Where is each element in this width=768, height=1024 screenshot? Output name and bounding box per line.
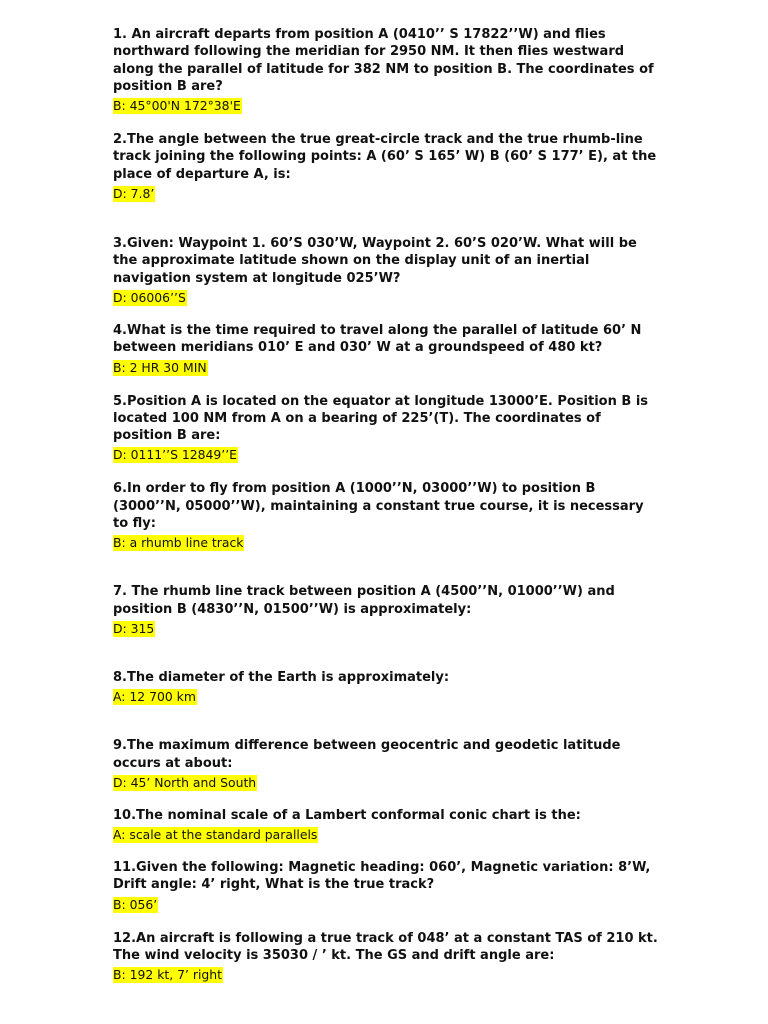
question-block-7: [113, 583, 658, 637]
answer-highlight: D: 45’ North and South: [113, 774, 257, 790]
answer-highlight: B: 2 HR 30 MIN: [113, 359, 207, 375]
question-text: 7. The rhumb line track between position A (4500’’N, 01000’’W) and position B (4830’’N, 01500’’W) is approximately:: [113, 584, 615, 617]
question-block-12: [113, 930, 658, 984]
question-block-8: [113, 669, 658, 705]
question-block-5: [113, 393, 658, 464]
answer-highlight: B: a rhumb line track: [113, 535, 244, 551]
question-text: 2.The angle between the true great-circle track and the true rhumb-line track joining the following points: A (60’ S 165’ W) B (60’ S 177’ E), at the place of departure A, is:: [113, 132, 657, 182]
document-page: [113, 26, 658, 983]
answer-highlight: D: 06006’’S: [113, 289, 186, 305]
question-text: 1. An aircraft departs from position A (0410’’ S 17822’’W) and flies northward following the meridian for 2950 NM. It then flies westward along the parallel of latitude for 382 NM to position B. The coordinates of position B are?: [113, 27, 654, 94]
answer-highlight: B: 056’: [113, 896, 158, 912]
question-block-6: [113, 480, 658, 551]
question-block-10: [113, 807, 658, 843]
question-text: 11.Given the following: Magnetic heading: 060’, Magnetic variation: 8’W, Drift angle: 4’ right, What is the true track?: [113, 860, 651, 893]
answer-highlight: B: 192 kt, 7’ right: [113, 967, 222, 983]
question-block-1: [113, 26, 658, 114]
answer-highlight: A: scale at the standard parallels: [113, 827, 318, 843]
question-text: 9.The maximum difference between geocentric and geodetic latitude occurs at about:: [113, 738, 621, 771]
answer-highlight: D: 7.8’: [113, 186, 155, 202]
answer-highlight: A: 12 700 km: [113, 689, 196, 705]
answer-highlight: D: 0111’’S 12849’’E: [113, 447, 237, 463]
question-text: 4.What is the time required to travel along the parallel of latitude 60’ N between meridians 010’ E and 030’ W at a groundspeed of 480 kt?: [113, 322, 642, 356]
question-text: 5.Position A is located on the equator at longitude 13000’E. Position B is located 100 NM from A on a bearing of 225’(T). The coordinates of position B are:: [113, 393, 649, 444]
question-text: 12.An aircraft is following a true track of 048’ at a constant TAS of 210 kt. The wind velocity is 35030 / ’ kt. The GS and drift angle are:: [113, 930, 658, 964]
answer-highlight: D: 315: [113, 620, 155, 636]
question-block-4: [113, 322, 658, 376]
question-text: 3.Given: Waypoint 1. 60’S 030’W, Waypoint 2. 60’S 020’W. What will be the approximate latitude shown on the display unit of an inertial navigation system at longitude 025’W?: [113, 236, 637, 286]
question-text: 10.The nominal scale of a Lambert conformal conic chart is the:: [113, 807, 581, 823]
question-text: 6.In order to fly from position A (1000’’N, 03000’’W) to position B (3000’’N, 05000’’W), maintaining a constant true course, it is necessary to fly:: [113, 481, 644, 532]
answer-highlight: B: 45°00'N 172°38'E: [113, 98, 241, 114]
question-block-2: [113, 131, 658, 202]
question-block-3: [113, 235, 658, 306]
question-text: 8.The diameter of the Earth is approximately:: [113, 669, 450, 685]
question-block-9: [113, 737, 658, 791]
question-block-11: [113, 859, 658, 913]
